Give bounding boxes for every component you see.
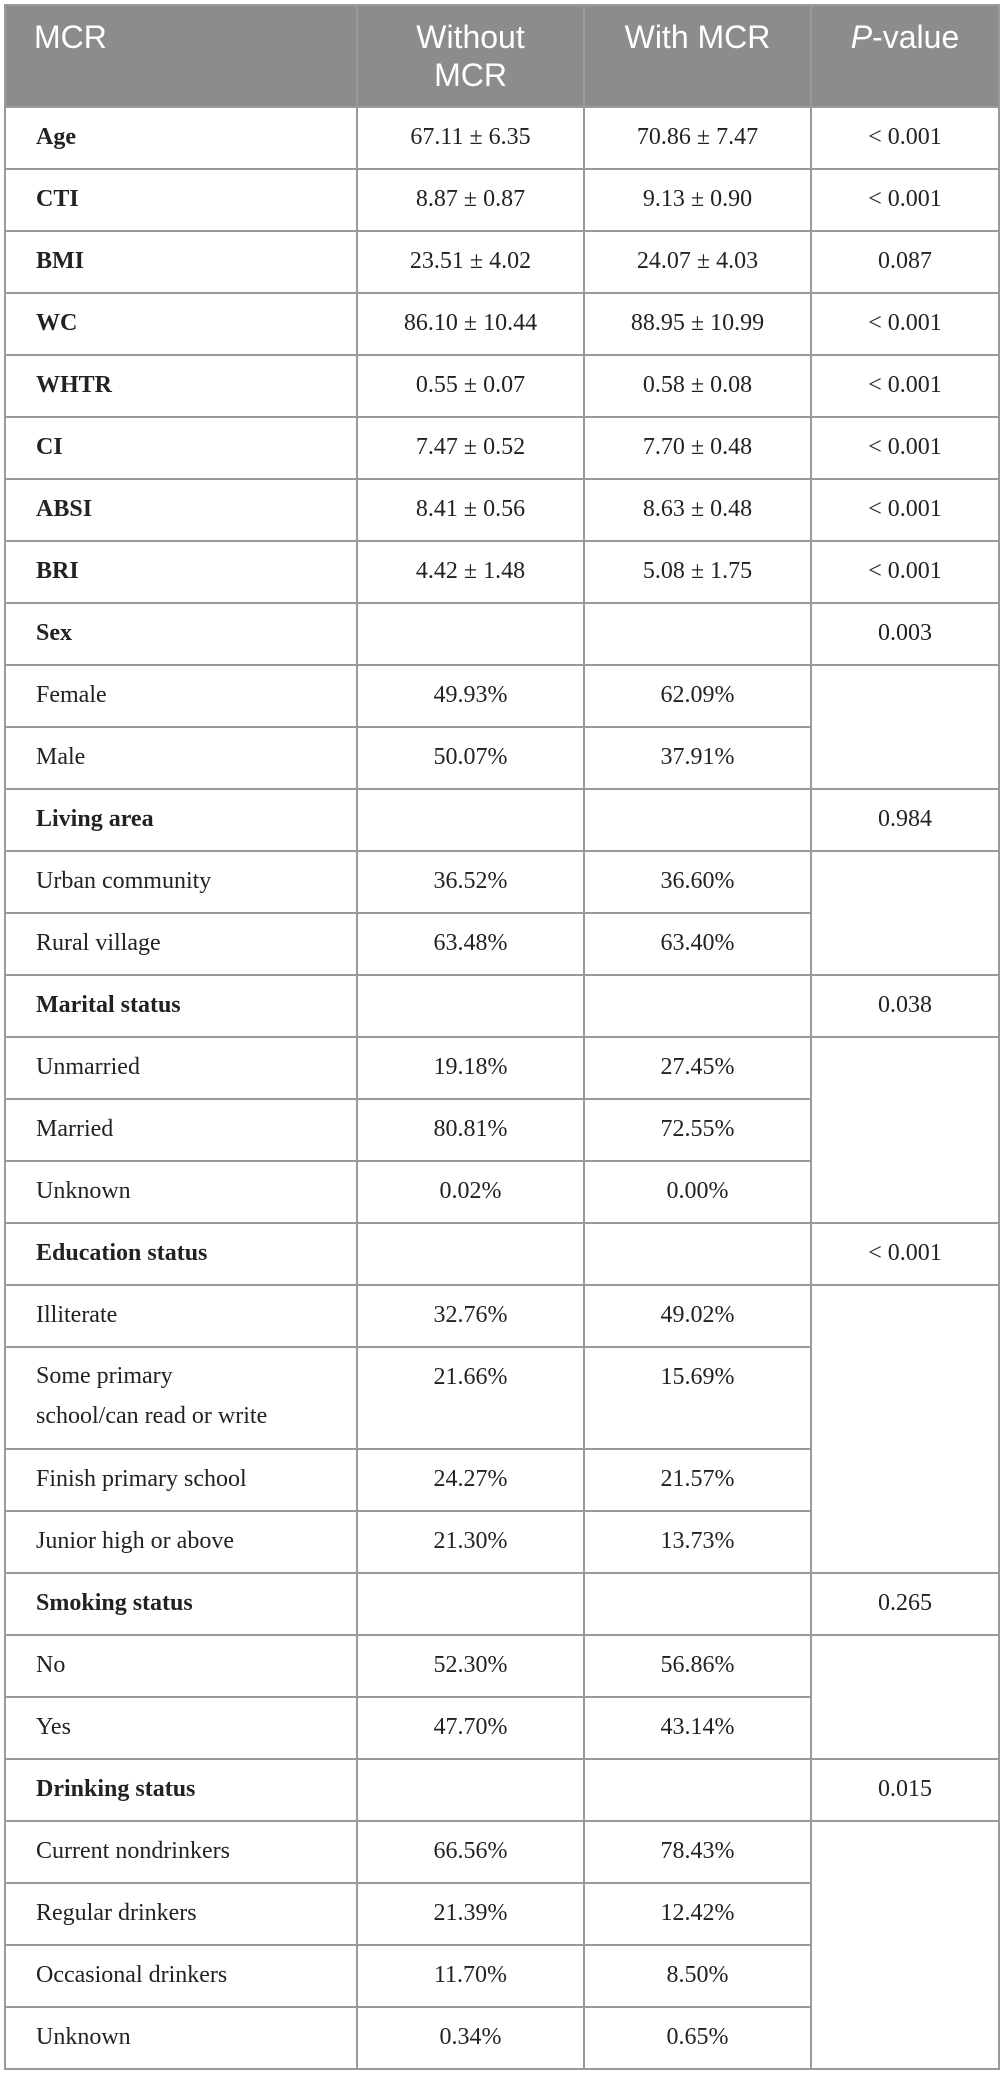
value-with-mcr: 72.55%: [584, 1099, 811, 1161]
value-without-mcr: 66.56%: [357, 1821, 584, 1883]
value-with-mcr: 37.91%: [584, 727, 811, 789]
group-header-row: [5, 1223, 999, 1285]
value-with-mcr: 43.14%: [584, 1697, 811, 1759]
row-label: CTI: [5, 169, 357, 231]
value-with-mcr: 63.40%: [584, 913, 811, 975]
subgroup-label-line-2: school/can read or write: [36, 1403, 268, 1429]
subgroup-label: Illiterate: [5, 1285, 357, 1347]
group-label: Sex: [5, 603, 357, 665]
subgroup-row: [5, 1635, 999, 1697]
row-label: ABSI: [5, 479, 357, 541]
table-body: [5, 107, 999, 2069]
table-row: [5, 479, 999, 541]
p-value: < 0.001: [811, 355, 999, 417]
table-header-row: [5, 5, 999, 107]
merged-p-value-cell: [811, 1037, 999, 1223]
value-with-mcr: 49.02%: [584, 1285, 811, 1347]
row-label: WC: [5, 293, 357, 355]
value-without-mcr: 49.93%: [357, 665, 584, 727]
value-without-mcr: 50.07%: [357, 727, 584, 789]
value-without-mcr: 19.18%: [357, 1037, 584, 1099]
p-value: < 0.001: [811, 479, 999, 541]
empty-cell-without-mcr: [357, 975, 584, 1037]
subgroup-label: Rural village: [5, 913, 357, 975]
value-without-mcr: 11.70%: [357, 1945, 584, 2007]
group-label: Living area: [5, 789, 357, 851]
empty-cell-without-mcr: [357, 603, 584, 665]
p-value: < 0.001: [811, 417, 999, 479]
empty-cell-with-mcr: [584, 789, 811, 851]
p-value: < 0.001: [811, 169, 999, 231]
group-label: Education status: [5, 1223, 357, 1285]
empty-cell-with-mcr: [584, 1759, 811, 1821]
subgroup-row: [5, 1037, 999, 1099]
empty-cell-with-mcr: [584, 975, 811, 1037]
value-with-mcr: 9.13 ± 0.90: [584, 169, 811, 231]
group-header-row: [5, 1759, 999, 1821]
value-without-mcr: 86.10 ± 10.44: [357, 293, 584, 355]
subgroup-row: [5, 1821, 999, 1883]
subgroup-label: Female: [5, 665, 357, 727]
mcr-comparison-table: [4, 4, 1000, 2070]
value-with-mcr: 0.58 ± 0.08: [584, 355, 811, 417]
value-with-mcr: 36.60%: [584, 851, 811, 913]
merged-p-value-cell: [811, 1285, 999, 1573]
subgroup-row: [5, 851, 999, 913]
group-label: Smoking status: [5, 1573, 357, 1635]
subgroup-label: Yes: [5, 1697, 357, 1759]
value-without-mcr: 8.87 ± 0.87: [357, 169, 584, 231]
value-with-mcr: 62.09%: [584, 665, 811, 727]
subgroup-label: Regular drinkers: [5, 1883, 357, 1945]
table-row: [5, 107, 999, 169]
value-with-mcr: 56.86%: [584, 1635, 811, 1697]
subgroup-label: Married: [5, 1099, 357, 1161]
subgroup-label: Current nondrinkers: [5, 1821, 357, 1883]
value-with-mcr: 21.57%: [584, 1449, 811, 1511]
value-without-mcr: 32.76%: [357, 1285, 584, 1347]
subgroup-row: [5, 665, 999, 727]
empty-cell-with-mcr: [584, 603, 811, 665]
value-without-mcr: 63.48%: [357, 913, 584, 975]
value-without-mcr: 67.11 ± 6.35: [357, 107, 584, 169]
value-without-mcr: 24.27%: [357, 1449, 584, 1511]
header-mcr: MCR: [5, 5, 357, 107]
empty-cell-without-mcr: [357, 1223, 584, 1285]
value-with-mcr: 24.07 ± 4.03: [584, 231, 811, 293]
value-with-mcr: 5.08 ± 1.75: [584, 541, 811, 603]
value-without-mcr: 47.70%: [357, 1697, 584, 1759]
header-without-mcr: Without MCR: [357, 5, 584, 107]
group-label: Marital status: [5, 975, 357, 1037]
subgroup-label: Finish primary school: [5, 1449, 357, 1511]
value-with-mcr: 12.42%: [584, 1883, 811, 1945]
group-p-value: 0.265: [811, 1573, 999, 1635]
row-label: CI: [5, 417, 357, 479]
subgroup-label: Occasional drinkers: [5, 1945, 357, 2007]
value-without-mcr: 4.42 ± 1.48: [357, 541, 584, 603]
value-without-mcr: 21.39%: [357, 1883, 584, 1945]
p-value: < 0.001: [811, 293, 999, 355]
header-p-italic: P: [850, 19, 873, 55]
merged-p-value-cell: [811, 665, 999, 789]
value-without-mcr: 7.47 ± 0.52: [357, 417, 584, 479]
header-p-value: [811, 5, 999, 107]
value-with-mcr: 27.45%: [584, 1037, 811, 1099]
value-with-mcr: 8.63 ± 0.48: [584, 479, 811, 541]
empty-cell-without-mcr: [357, 1573, 584, 1635]
row-label: WHTR: [5, 355, 357, 417]
header-with-mcr: With MCR: [584, 5, 811, 107]
subgroup-label: Male: [5, 727, 357, 789]
subgroup-label-line-1: Some primary: [36, 1363, 173, 1389]
value-without-mcr: 0.34%: [357, 2007, 584, 2069]
value-with-mcr: 70.86 ± 7.47: [584, 107, 811, 169]
group-header-row: [5, 789, 999, 851]
subgroup-label: Urban community: [5, 851, 357, 913]
group-p-value: < 0.001: [811, 1223, 999, 1285]
value-without-mcr: 8.41 ± 0.56: [357, 479, 584, 541]
empty-cell-without-mcr: [357, 1759, 584, 1821]
merged-p-value-cell: [811, 1635, 999, 1759]
value-without-mcr: 0.55 ± 0.07: [357, 355, 584, 417]
value-with-mcr: 0.65%: [584, 2007, 811, 2069]
p-value: < 0.001: [811, 107, 999, 169]
value-with-mcr: 88.95 ± 10.99: [584, 293, 811, 355]
value-without-mcr: 80.81%: [357, 1099, 584, 1161]
group-p-value: 0.003: [811, 603, 999, 665]
value-with-mcr: 78.43%: [584, 1821, 811, 1883]
value-without-mcr: 36.52%: [357, 851, 584, 913]
p-value: 0.087: [811, 231, 999, 293]
group-p-value: 0.015: [811, 1759, 999, 1821]
table-row: [5, 169, 999, 231]
subgroup-label: [5, 1347, 357, 1449]
group-header-row: [5, 603, 999, 665]
value-without-mcr: 23.51 ± 4.02: [357, 231, 584, 293]
value-without-mcr: 21.66%: [357, 1347, 584, 1449]
subgroup-label: No: [5, 1635, 357, 1697]
value-without-mcr: 52.30%: [357, 1635, 584, 1697]
subgroup-row: [5, 1285, 999, 1347]
subgroup-label: Unknown: [5, 2007, 357, 2069]
subgroup-label: Junior high or above: [5, 1511, 357, 1573]
value-without-mcr: 21.30%: [357, 1511, 584, 1573]
value-with-mcr: 8.50%: [584, 1945, 811, 2007]
row-label: BMI: [5, 231, 357, 293]
group-label: Drinking status: [5, 1759, 357, 1821]
group-p-value: 0.038: [811, 975, 999, 1037]
table-row: [5, 231, 999, 293]
header-p-rest: -value: [872, 19, 960, 55]
subgroup-label: Unknown: [5, 1161, 357, 1223]
table-row: [5, 293, 999, 355]
value-with-mcr: 7.70 ± 0.48: [584, 417, 811, 479]
group-p-value: 0.984: [811, 789, 999, 851]
p-value: < 0.001: [811, 541, 999, 603]
table-row: [5, 417, 999, 479]
subgroup-label: Unmarried: [5, 1037, 357, 1099]
value-with-mcr: 15.69%: [584, 1347, 811, 1449]
merged-p-value-cell: [811, 851, 999, 975]
value-without-mcr: 0.02%: [357, 1161, 584, 1223]
empty-cell-without-mcr: [357, 789, 584, 851]
empty-cell-with-mcr: [584, 1223, 811, 1285]
row-label: Age: [5, 107, 357, 169]
value-with-mcr: 13.73%: [584, 1511, 811, 1573]
table-row: [5, 541, 999, 603]
merged-p-value-cell: [811, 1821, 999, 2069]
empty-cell-with-mcr: [584, 1573, 811, 1635]
group-header-row: [5, 975, 999, 1037]
value-with-mcr: 0.00%: [584, 1161, 811, 1223]
row-label: BRI: [5, 541, 357, 603]
table-row: [5, 355, 999, 417]
group-header-row: [5, 1573, 999, 1635]
